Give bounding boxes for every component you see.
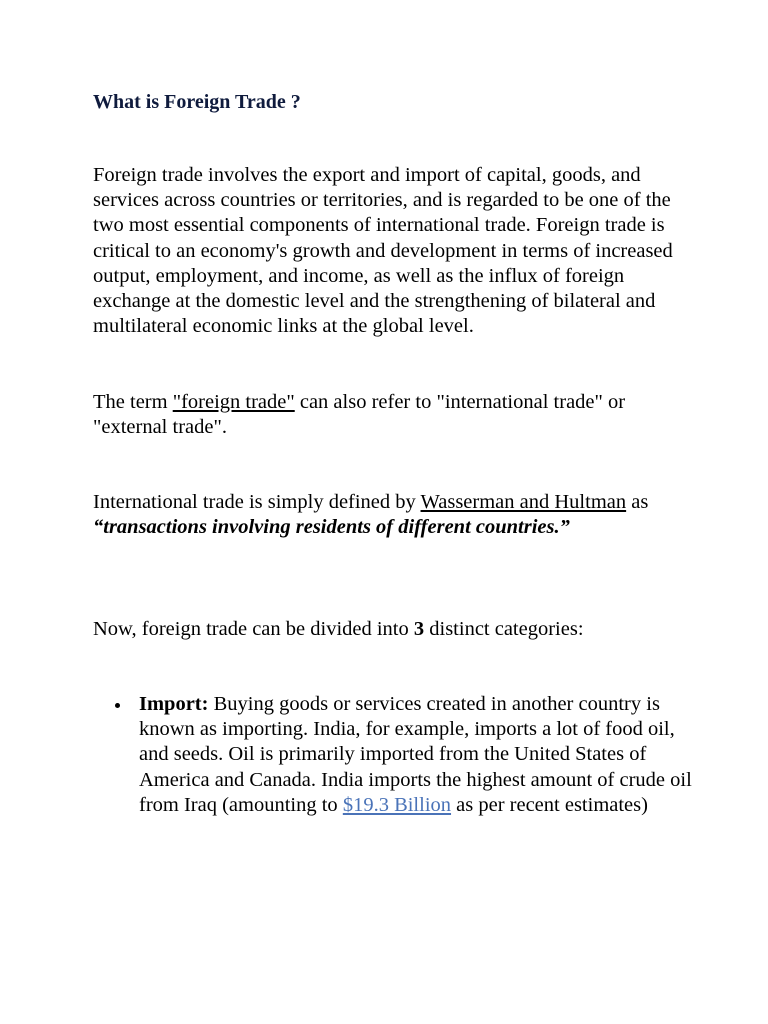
- categories-list: [93, 692, 693, 818]
- definition-before: International trade is simply defined by: [93, 491, 421, 513]
- import-text: Buying goods or services created in another country is known as importing. India, for example, imports a lot of food oil, and seeds. Oil is primarily imported from the United States of America and Canada. India imports the highest amount of crude oil from Iraq (amounting to: [139, 693, 692, 816]
- term-paragraph-before: The term: [93, 391, 173, 413]
- import-amount-link[interactable]: $19.3 Billion: [342, 793, 452, 816]
- categories-before: Now, foreign trade can be divided into: [93, 618, 414, 640]
- term-paragraph: [93, 390, 693, 440]
- import-text-after: as per recent estimates): [451, 793, 648, 816]
- list-item-import: [93, 692, 693, 818]
- page-title: What is Foreign Trade ?: [93, 91, 301, 113]
- import-label: Import:: [139, 693, 209, 715]
- intro-paragraph: Foreign trade involves the export and import of capital, goods, and services across countries or territories, and is regarded to be one of the two most essential components of international trade. Foreign trade is critical to an economy's growth and development in terms of increased output, employment, and income, as well as the influx of foreign exchange at the domestic level and the strengthening of bilateral and multilateral economic links at the global level.: [93, 164, 673, 338]
- categories-after: distinct categories:: [424, 618, 584, 640]
- bullet-dot-icon: [115, 703, 120, 708]
- foreign-trade-term: "foreign trade": [172, 391, 295, 413]
- term-paragraph-after: can also refer to "international trade" or "external trade".: [93, 391, 626, 439]
- wasserman-hultman-reference: Wasserman and Hultman: [420, 491, 627, 513]
- definition-paragraph: [93, 490, 693, 540]
- definition-quote: “transactions involving residents of different countries.”: [93, 516, 570, 539]
- categories-count: 3: [413, 618, 425, 640]
- categories-paragraph: [93, 617, 693, 642]
- definition-middle: as: [626, 491, 649, 513]
